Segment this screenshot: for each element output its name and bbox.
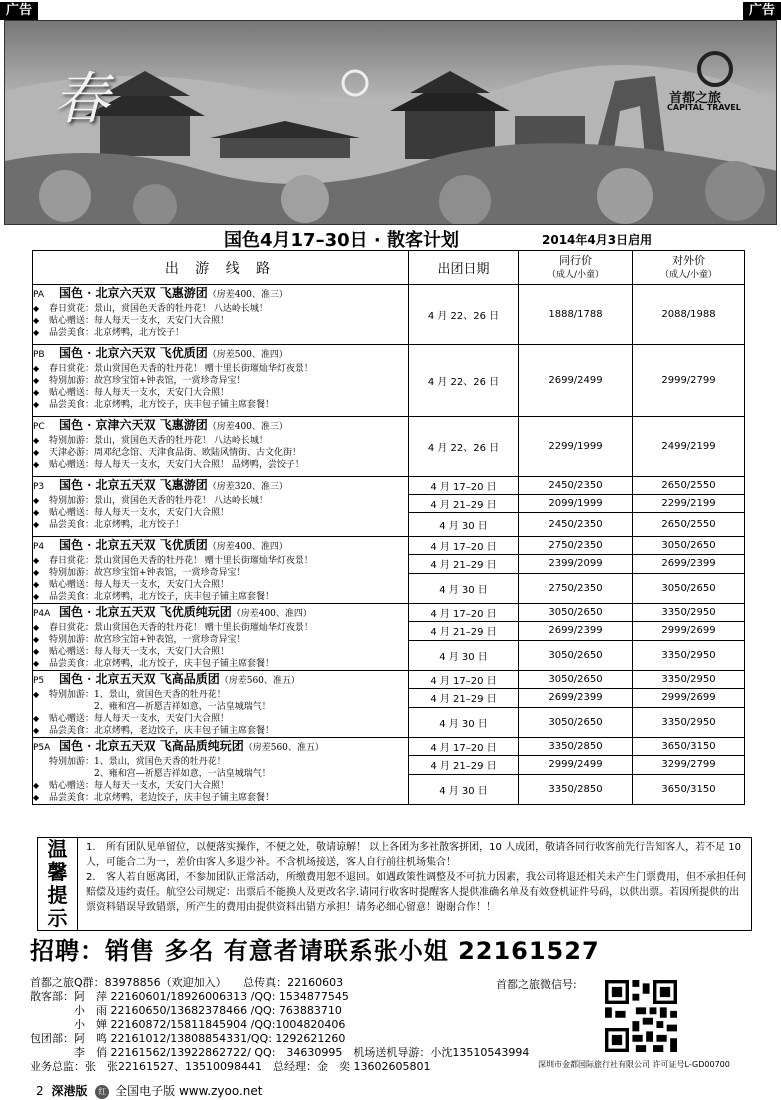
- route-date: 4 月 30 日: [409, 774, 519, 804]
- route-feature: [33, 713, 408, 725]
- route-feature: [33, 315, 408, 327]
- route-row: [33, 671, 745, 689]
- route-feature-text: 春日赏花：景山，赏国色天香的牡丹花！ 八达岭长城！: [49, 304, 268, 314]
- route-feature: [33, 634, 408, 646]
- route-feature-text: 春日赏花：景山赏国色天香的牡丹花！ 赠十里长街璀灿华灯夜景！: [49, 623, 313, 633]
- notice-label-char: 示: [47, 906, 68, 930]
- peer-price: 3050/2650: [519, 640, 633, 670]
- route-feature-text: 贴心赠送：每人每天一支水，天安门大合照！: [49, 781, 230, 791]
- col-public-title: 对外价: [672, 253, 705, 267]
- public-price: 3350/2950: [633, 640, 745, 670]
- route-date: 4 月 30 日: [409, 573, 519, 603]
- route-feature-text: 贴心赠送：每人每天一支水，天安门大合照！: [49, 714, 230, 724]
- route-feature-text: 品尝美食：北京烤鸭，北方饺子，庆丰包子铺主席套餐！: [49, 659, 275, 669]
- route-date: 4 月 21–29 日: [409, 555, 519, 573]
- peer-price: 2450/2350: [519, 477, 633, 495]
- route-code: P5: [33, 676, 45, 686]
- route-code: P3: [33, 482, 45, 492]
- public-price: 2999/2699: [633, 622, 745, 640]
- route-feature-text: 品尝美食：北京烤鸭，北方饺子！: [49, 328, 185, 338]
- peer-price: 2399/2099: [519, 555, 633, 573]
- ad-label-right: 广告: [743, 2, 781, 20]
- hero-banner: [4, 20, 777, 225]
- route-feature: [33, 622, 408, 634]
- diamond-bullet-icon: ◆: [33, 659, 40, 668]
- effective-date: 2014年4月3日启用: [542, 233, 653, 247]
- route-note: （房差400、准三）: [207, 290, 288, 300]
- route-feature: [33, 756, 408, 768]
- col-route-header: 出 游 线 路: [33, 251, 409, 285]
- route-name: 国色 · 北京六天双 飞优质团: [59, 346, 208, 360]
- route-date: 4 月 17–20 日: [409, 604, 519, 622]
- peer-price: 3350/2850: [519, 774, 633, 804]
- diamond-bullet-icon: ◆: [33, 623, 40, 632]
- route-feature-text: 2、雍和宫—祈愿吉祥如意，一沾皇城瑞气！: [49, 769, 271, 779]
- route-cell: [33, 345, 409, 417]
- diamond-bullet-icon: ◆: [33, 556, 40, 565]
- diamond-bullet-icon: ◆: [33, 793, 40, 802]
- route-feature-text: 天津必游：周邓纪念馆、天津食品街、欧陆风情街、古文化街！: [49, 448, 302, 458]
- route-date: 4 月 17–20 日: [409, 537, 519, 555]
- route-title: [33, 738, 408, 756]
- route-cell: [33, 671, 409, 738]
- diamond-bullet-icon: ◆: [33, 508, 40, 517]
- route-title: [33, 417, 408, 435]
- route-code: PC: [33, 422, 45, 432]
- route-row: [33, 738, 745, 756]
- diamond-bullet-icon: ◆: [33, 496, 40, 505]
- route-name: 国色 · 京津六天双 飞惠游团: [59, 418, 208, 432]
- col-peer-header: [519, 251, 633, 285]
- route-code: P4: [33, 542, 45, 552]
- peer-price: 2699/2499: [519, 345, 633, 417]
- public-price: 2999/2799: [633, 345, 745, 417]
- contact-line: 包团部：阿 鸣 22161012/13808854331/QQ: 1292621260: [30, 1032, 346, 1045]
- diamond-bullet-icon: ◆: [33, 448, 40, 457]
- diamond-bullet-icon: ◆: [33, 690, 40, 699]
- route-feature: [33, 658, 408, 670]
- route-feature: [33, 447, 408, 459]
- diamond-bullet-icon: ◆: [33, 580, 40, 589]
- route-date: 4 月 17–20 日: [409, 738, 519, 756]
- route-feature: [33, 375, 408, 387]
- route-feature: [33, 579, 408, 591]
- route-name: 国色 · 北京五天双 飞高品质团: [59, 672, 220, 686]
- route-feature: [33, 591, 408, 603]
- notice-label: [38, 838, 78, 930]
- route-feature: [33, 303, 408, 315]
- peer-price: 2699/2399: [519, 689, 633, 707]
- notice-num: 2.: [86, 872, 96, 883]
- route-feature-text: 品尝美食：北京烤鸭，北方饺子！: [49, 520, 185, 530]
- public-price: 3650/3150: [633, 774, 745, 804]
- wechat-label: 首都之旅微信号:: [496, 978, 577, 991]
- notice-label-char: 温: [47, 837, 68, 861]
- brand-name-en: CAPITAL TRAVEL: [667, 103, 741, 112]
- public-price: 2499/2199: [633, 417, 745, 477]
- public-price: 2650/2550: [633, 513, 745, 537]
- route-feature: [33, 387, 408, 399]
- route-name: 国色 · 北京五天双 飞惠游团: [59, 478, 208, 492]
- diamond-bullet-icon: ◆: [33, 304, 40, 313]
- peer-price: 2099/1999: [519, 495, 633, 513]
- route-feature: [33, 792, 408, 804]
- route-date: 4 月 21–29 日: [409, 689, 519, 707]
- contact-line: 小 雨 22160650/13682378466 /QQ: 763883710: [30, 1004, 342, 1017]
- route-feature-text: 特别加游：1、景山，赏国色天香的牡丹花！: [49, 757, 226, 767]
- heading-row: [4, 226, 777, 250]
- route-feature-text: 特别加游：故宫珍宝馆+钟表馆，一赏珍奇异宝！: [49, 635, 246, 645]
- table-header-row: [33, 251, 745, 285]
- route-title: [33, 604, 408, 622]
- page-number: 2: [36, 1084, 44, 1098]
- peer-price: 2299/1999: [519, 417, 633, 477]
- diamond-bullet-icon: ◆: [33, 714, 40, 723]
- route-row: [33, 477, 745, 495]
- route-note: （房差400、准四）: [207, 542, 288, 552]
- route-cell: [33, 604, 409, 671]
- route-date: 4 月 22、26 日: [409, 285, 519, 345]
- wechat-qr-code[interactable]: [605, 980, 677, 1052]
- route-name: 国色 · 北京五天双 飞高品质纯玩团: [59, 739, 244, 753]
- route-feature-text: 品尝美食：北京烤鸭，老边饺子，庆丰包子铺主席套餐！: [49, 726, 275, 736]
- diamond-bullet-icon: ◆: [33, 592, 40, 601]
- diamond-bullet-icon: ◆: [33, 781, 40, 790]
- route-feature-text: 贴心赠送：每人每天一支水，天安门大合照！ 品烤鸭，尝饺子！: [49, 460, 304, 470]
- route-date: 4 月 17–20 日: [409, 671, 519, 689]
- route-note: （房差560、准五）: [219, 676, 300, 686]
- diamond-bullet-icon: ◆: [33, 520, 40, 529]
- route-code: P4A: [33, 609, 51, 619]
- route-cell: [33, 537, 409, 604]
- route-code: PB: [33, 350, 45, 360]
- route-date: 4 月 21–29 日: [409, 495, 519, 513]
- recruitment-banner: 招聘：销售 多名 有意者请联系张小姐 22161527: [30, 937, 600, 965]
- route-note: （房差320、准三）: [207, 482, 288, 492]
- diamond-bullet-icon: ◆: [33, 316, 40, 325]
- route-feature: [33, 768, 408, 780]
- route-feature: [33, 519, 408, 531]
- route-feature: [33, 327, 408, 339]
- col-peer-title: 同行价: [559, 253, 592, 267]
- page-footer: [36, 1082, 263, 1099]
- notice-item: [86, 870, 748, 915]
- route-row: [33, 417, 745, 477]
- peer-price: 3050/2650: [519, 671, 633, 689]
- public-price: 2299/2199: [633, 495, 745, 513]
- route-feature-text: 特别加游：故宫珍宝馆+钟表馆，一赏珍奇异宝！: [49, 568, 246, 578]
- route-date: 4 月 30 日: [409, 640, 519, 670]
- public-price: 3299/2799: [633, 756, 745, 774]
- route-feature-text: 品尝美食：北京烤鸭，北方饺子，庆丰包子铺主席套餐！: [49, 400, 275, 410]
- contact-list: [30, 976, 529, 1074]
- diamond-bullet-icon: ◆: [33, 647, 40, 656]
- route-date: 4 月 17–20 日: [409, 477, 519, 495]
- route-title: [33, 671, 408, 689]
- diamond-bullet-icon: ◆: [33, 568, 40, 577]
- page-title: 国色4月17–30日 · 散客计划: [224, 230, 459, 251]
- route-feature-text: 春日赏花：景山赏国色天香的牡丹花！ 赠十里长街璀灿华灯夜景！: [49, 556, 313, 566]
- route-row: [33, 537, 745, 555]
- notice-num: 1.: [86, 842, 96, 853]
- route-feature: [33, 435, 408, 447]
- route-cell: [33, 417, 409, 477]
- public-price: 2699/2399: [633, 555, 745, 573]
- route-feature-text: 特别加游：故宫珍宝馆+钟表馆，一赏珍奇异宝！: [49, 376, 246, 386]
- col-peer-sub: （成人/小童）: [546, 269, 605, 280]
- col-date-header: 出团日期: [409, 251, 519, 285]
- peer-price: 2750/2350: [519, 573, 633, 603]
- table-body: [33, 285, 745, 805]
- route-note: （房差500、准四）: [207, 350, 288, 360]
- route-feature-text: 春日赏花：景山赏国色天香的牡丹花！ 赠十里长街璀灿华灯夜景！: [49, 364, 313, 374]
- diamond-bullet-icon: ◆: [33, 388, 40, 397]
- route-feature-text: 特别加游：景山，赏国色天香的牡丹花！ 八达岭长城！: [49, 496, 268, 506]
- ad-label-left: 广告: [0, 2, 38, 20]
- route-feature: [33, 701, 408, 713]
- route-feature: [33, 495, 408, 507]
- route-feature-text: 品尝美食：北京烤鸭，北方饺子，庆丰包子铺主席套餐！: [49, 592, 275, 602]
- route-code: P5A: [33, 743, 51, 753]
- spring-calligraphy: 春: [53, 67, 109, 132]
- contact-line: 李 俏 22161562/13922862722/ QQ: 34630995 机场送机导游：小沈13510543994: [30, 1046, 530, 1059]
- notice-item: [86, 840, 748, 870]
- peer-price: 1888/1788: [519, 285, 633, 345]
- peer-price: 2699/2399: [519, 622, 633, 640]
- route-date: 4 月 30 日: [409, 513, 519, 537]
- route-feature: [33, 555, 408, 567]
- route-date: 4 月 22、26 日: [409, 417, 519, 477]
- agency-license: 深圳市金都国际旅行社有限公司 许可证号L-GD00700: [538, 1060, 730, 1069]
- route-note: （房差560、准五）: [243, 743, 324, 753]
- public-price: 3350/2950: [633, 671, 745, 689]
- route-feature: [33, 363, 408, 375]
- route-row: [33, 604, 745, 622]
- route-title: [33, 537, 408, 555]
- route-feature: [33, 459, 408, 471]
- route-title: [33, 285, 408, 303]
- route-title: [33, 345, 408, 363]
- public-price: 3350/2950: [633, 707, 745, 737]
- col-public-sub: （成人/小童）: [659, 269, 718, 280]
- contact-line: 小 婵 22160872/15811845904 /QQ:1004820406: [30, 1018, 346, 1031]
- route-feature-text: 特别加游：1、景山，赏国色天香的牡丹花！: [49, 690, 226, 700]
- diamond-bullet-icon: ◆: [33, 376, 40, 385]
- route-cell: [33, 477, 409, 537]
- contact-line: 首都之旅Q群：83978856（欢迎加入） 总传真：22160603: [30, 976, 344, 989]
- route-feature-text: 贴心赠送：每人每天一支水，天安门大合照！: [49, 316, 230, 326]
- site-link[interactable]: 全国电子版 www.zyoo.net: [115, 1084, 263, 1098]
- route-date: 4 月 21–29 日: [409, 756, 519, 774]
- route-feature-text: 贴心赠送：每人每天一支水，天安门大合照！: [49, 647, 230, 657]
- peer-price: 2750/2350: [519, 537, 633, 555]
- route-feature-text: 贴心赠送：每人每天一支水，天安门大合照！: [49, 580, 230, 590]
- route-date: 4 月 22、26 日: [409, 345, 519, 417]
- route-feature-text: 特别加游：景山，赏国色天香的牡丹花！ 八达岭长城！: [49, 436, 268, 446]
- diamond-bullet-icon: ◆: [33, 726, 40, 735]
- route-cell: [33, 285, 409, 345]
- route-feature-text: 贴心赠送：每人每天一支水，天安门大合照！: [49, 508, 230, 518]
- route-code: PA: [33, 290, 45, 300]
- route-feature: [33, 507, 408, 519]
- peer-price: 2999/2499: [519, 756, 633, 774]
- peer-price: 2450/2350: [519, 513, 633, 537]
- beijing-skyline-illustration: [5, 21, 777, 225]
- route-feature-text: 贴心赠送：每人每天一支水，天安门大合照！: [49, 388, 230, 398]
- diamond-bullet-icon: ◆: [33, 364, 40, 373]
- contact-line: 散客部：阿 萍 22160601/18926006313 /QQ: 1534877545: [30, 990, 349, 1003]
- route-title: [33, 477, 408, 495]
- red-badge-icon: 红: [95, 1085, 109, 1099]
- route-price-table: [32, 250, 745, 805]
- public-price: 3650/3150: [633, 738, 745, 756]
- diamond-bullet-icon: ◆: [33, 328, 40, 337]
- peer-price: 3050/2650: [519, 604, 633, 622]
- public-price: 2088/1988: [633, 285, 745, 345]
- notice-body: [86, 840, 748, 915]
- public-price: 2650/2550: [633, 477, 745, 495]
- route-cell: [33, 738, 409, 805]
- route-feature: [33, 646, 408, 658]
- route-feature-text: 2、雍和宫—祈愿吉祥如意，一沾皇城瑞气！: [49, 702, 271, 712]
- diamond-bullet-icon: ◆: [33, 460, 40, 469]
- public-price: 3050/2650: [633, 573, 745, 603]
- route-name: 国色 · 北京五天双 飞优质纯玩团: [59, 605, 232, 619]
- route-feature: [33, 399, 408, 411]
- contact-line: 业务总监：张 张22161527、13510098441 总经理：金 奕 13602605801: [30, 1060, 431, 1073]
- public-price: 3050/2650: [633, 537, 745, 555]
- peer-price: 3350/2850: [519, 738, 633, 756]
- route-feature-text: 品尝美食：北京烤鸭，老边饺子，庆丰包子铺主席套餐！: [49, 793, 275, 803]
- public-price: 2999/2699: [633, 689, 745, 707]
- route-note: （房差400、准三）: [207, 422, 288, 432]
- notice-box: [37, 837, 752, 931]
- edition-label: 深港版: [51, 1084, 88, 1098]
- diamond-bullet-icon: ◆: [33, 635, 40, 644]
- route-name: 国色 · 北京六天双 飞惠游团: [59, 286, 208, 300]
- notice-label-char: 馨: [47, 860, 68, 884]
- public-price: 3350/2950: [633, 604, 745, 622]
- notice-label-char: 提: [47, 883, 68, 907]
- notice-text: 客人若自愿离团，不参加团队正常活动，所缴费用恕不退回。如遇政策性调整及不可抗力因素，我公司将退还相关未产生门票费用，但不承担任何赔偿及违约责任。航空公司规定：出票后不能换人及更改名字.请同行收客时提醒客人提供准确名单及有效登机证件号码，以供出票。若因所提供的出票资料错误导致错票，所产生的费用由提供资料出错方承担！请务必细心留意！谢谢合作！！: [86, 872, 746, 913]
- brand-name-cn: 首都之旅: [669, 91, 722, 106]
- route-date: 4 月 30 日: [409, 707, 519, 737]
- diamond-bullet-icon: ◆: [33, 400, 40, 409]
- notice-text: 所有团队见单留位，以便落实操作，不便之处，敬请谅解！ 以上各团为多社散客拼团，10 人成团，敬请各同行收客前先行告知客人，若不足 10 人，可能合二为一，差价由客人多退少补。不含机场接送，客人自行前往机场集合！: [86, 842, 741, 868]
- route-name: 国色 · 北京五天双 飞优质团: [59, 538, 208, 552]
- diamond-bullet-icon: ◆: [33, 436, 40, 445]
- route-row: [33, 285, 745, 345]
- route-row: [33, 345, 745, 417]
- route-date: 4 月 21–29 日: [409, 622, 519, 640]
- route-feature: [33, 780, 408, 792]
- route-note: （房差400、准四）: [231, 609, 312, 619]
- peer-price: 3050/2650: [519, 707, 633, 737]
- route-feature: [33, 725, 408, 737]
- col-public-header: [633, 251, 745, 285]
- route-feature: [33, 689, 408, 701]
- route-feature: [33, 567, 408, 579]
